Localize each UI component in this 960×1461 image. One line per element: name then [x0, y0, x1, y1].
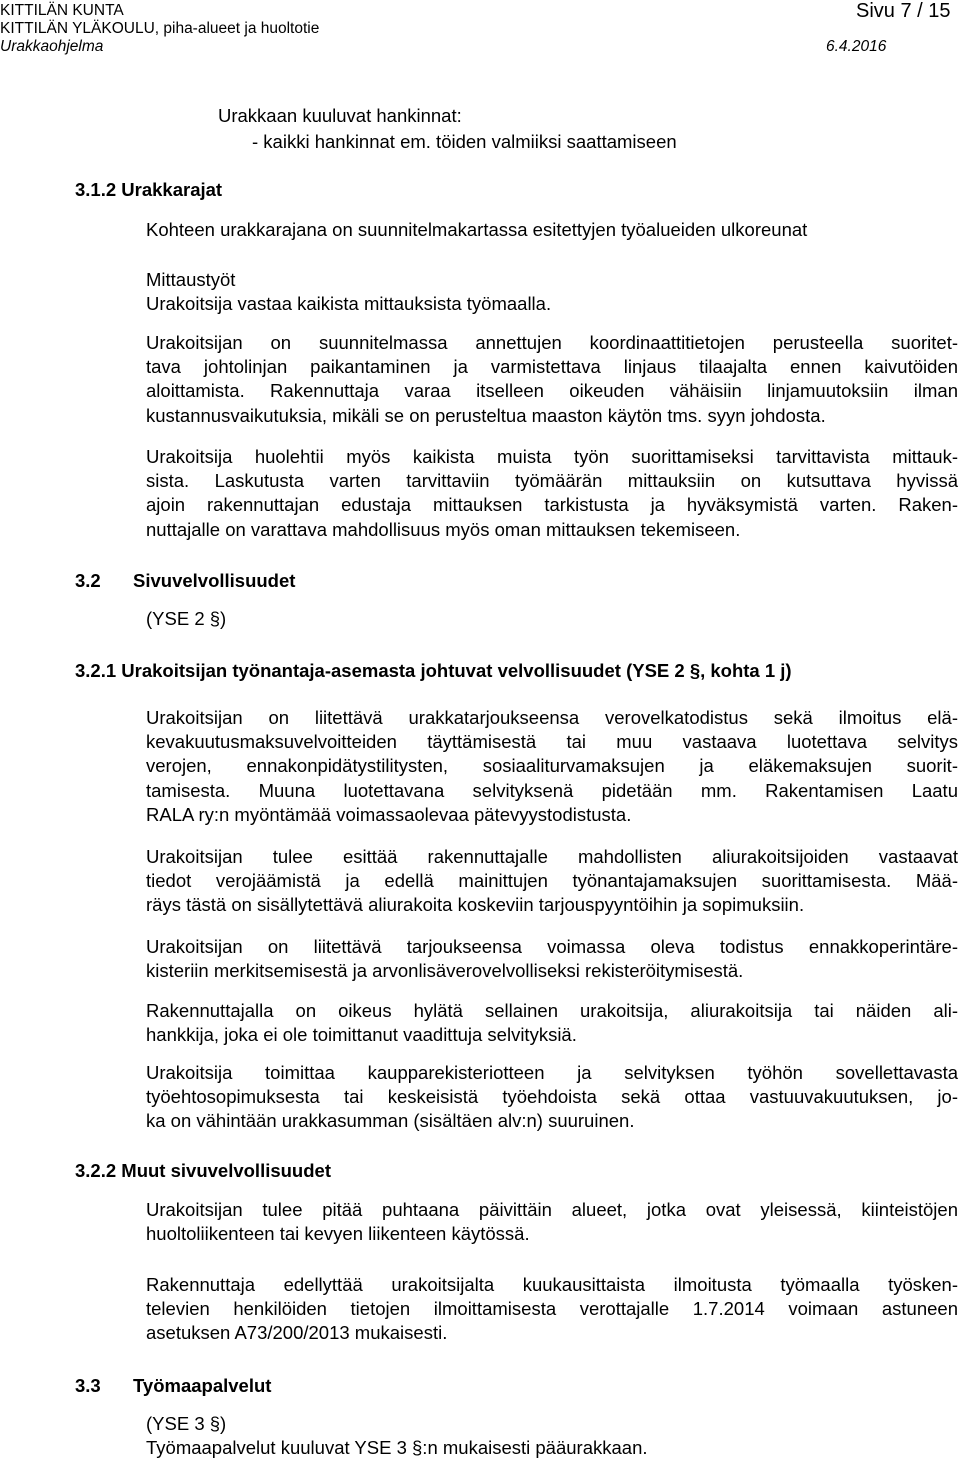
text-line: hankkija, joka ei ole toimittanut vaadittuja selvityksiä.	[146, 1024, 577, 1046]
paragraph	[146, 1273, 958, 1346]
paragraph	[146, 706, 958, 827]
text-line: kisteriin merkitsemisestä ja arvonlisäverovelvolliseksi rekisteröitymisestä.	[146, 960, 744, 982]
subheading-mittaustyot: Mittaustyöt	[146, 269, 236, 290]
text-line: Urakoitsijan tulee pitää puhtaana päivittäin alueet, jotka ovat yleisessä, kiinteistöjen	[146, 1199, 958, 1220]
paragraph	[146, 1198, 958, 1246]
paragraph	[146, 1061, 958, 1134]
paragraph: Urakoitsija vastaa kaikista mittauksista työmaalla.	[146, 293, 552, 314]
text-line: huoltoliikenteen tai kevyen liikenteen käytössä.	[146, 1223, 530, 1245]
text-line: räys tästä on sisällytettävä aliurakoita koskeviin tarjouspyyntöihin ja sopimuksiin.	[146, 894, 805, 916]
text-line: RALA ry:n myöntämää voimassaolevaa pätevyystodistusta.	[146, 803, 632, 825]
text-line: Urakoitsijan on liitettävä tarjoukseensa voimassa oleva todistus ennakkoperintäre-	[146, 936, 958, 957]
text-line: televien henkilöiden tietojen ilmoittamisesta verottajalle 1.7.2014 voimaan astuneen	[146, 1298, 958, 1320]
text-line: tamisesta. Muuna luotettavana selvityksenä pidetään mm. Rakentamisen Laatu	[146, 779, 958, 801]
text-line: sista. Laskutusta varten tarvittaviin työmäärän mittauksiin on kutsuttava hyvissä	[146, 470, 958, 492]
text-line: Rakennuttaja edellyttää urakoitsijalta kuukausittaista ilmoitusta työmaalla työsken-	[146, 1274, 958, 1295]
header-project: KITTILÄN YLÄKOULU, piha-alueet ja huoltotie	[0, 20, 320, 37]
text-line: Rakennuttajalla on oikeus hylätä sellainen urakoitsija, aliurakoitsija tai näiden ali-	[146, 1000, 958, 1021]
text-line: Urakoitsija toimittaa kaupparekisteriotteen ja selvityksen työhön sovellettavasta	[146, 1062, 958, 1083]
paragraph	[146, 999, 958, 1047]
text-line: ka on vähintään urakkasumman (sisältäen alv:n) suuruinen.	[146, 1110, 635, 1132]
text-line: nuttajalle on varattava mahdollisuus myös oman mittauksen tekemiseen.	[146, 518, 741, 540]
paragraph: Työmaapalvelut kuuluvat YSE 3 §:n mukaisesti pääurakkaan.	[146, 1437, 648, 1458]
section-heading-number: 3.3	[75, 1375, 101, 1396]
section-heading-3-2: Sivuvelvollisuudet	[133, 570, 296, 591]
paragraph	[146, 445, 958, 542]
text-line: kevakuutusmaksuvelvoitteiden täyttämisestä tai muu vastaava luotettava selvitys	[146, 731, 958, 753]
paragraph	[146, 935, 958, 983]
paragraph	[146, 331, 958, 428]
text-line: työehtosopimuksesta tai keskeisistä työehdoista sekä ottaa vastuuvakuutuksen, jo-	[146, 1086, 958, 1108]
intro-list-item: - kaikki hankinnat em. töiden valmiiksi saattamiseen	[252, 131, 677, 152]
yse-reference: (YSE 3 §)	[146, 1413, 227, 1434]
section-heading-number: 3.2	[75, 570, 101, 591]
text-line: Urakoitsijan on suunnitelmassa annettujen koordinaattitietojen perusteella suoritet-	[146, 332, 958, 353]
page-number: Sivu 7 / 15	[856, 0, 951, 22]
section-heading-3-2-2: 3.2.2 Muut sivuvelvollisuudet	[75, 1160, 331, 1181]
yse-reference: (YSE 2 §)	[146, 608, 227, 629]
header-doc-type: Urakkaohjelma	[0, 38, 104, 55]
paragraph: Kohteen urakkarajana on suunnitelmakartassa esitettyjen työalueiden ulkoreunat	[146, 219, 808, 240]
intro-title: Urakkaan kuuluvat hankinnat:	[218, 105, 462, 126]
text-line: Urakoitsijan on liitettävä urakkatarjoukseensa verovelkatodistus sekä ilmoitus elä-	[146, 707, 958, 728]
text-line: aloittamista. Rakennuttaja varaa itselleen oikeuden vähäisiin linjamuutoksiin ilman	[146, 380, 958, 402]
text-line: Urakoitsijan tulee esittää rakennuttajalle mahdollisten aliurakoitsijoiden vastaavat	[146, 846, 958, 867]
paragraph	[146, 845, 958, 918]
section-heading-3-3: Työmaapalvelut	[133, 1375, 272, 1396]
header-date: 6.4.2016	[826, 38, 887, 55]
text-line: asetuksen A73/200/2013 mukaisesti.	[146, 1322, 448, 1344]
text-line: ajoin rakennuttajan edustaja mittauksen tarkistusta ja hyväksymistä varten. Raken-	[146, 494, 958, 516]
text-line: tava johtolinjan paikantaminen ja varmistettava linjaus tilaajalta ennen kaivutöiden	[146, 356, 958, 378]
text-line: verojen, ennakonpidätystilitysten, sosiaaliturvamaksujen ja eläkemaksujen suorit-	[146, 755, 958, 777]
text-line: kustannusvaikutuksia, mikäli se on perusteltua maaston käytön tms. syyn johdosta.	[146, 404, 826, 426]
section-heading-3-2-1: 3.2.1 Urakoitsijan työnantaja-asemasta johtuvat velvollisuudet (YSE 2 §, kohta 1 j)	[75, 660, 792, 681]
text-line: Urakoitsija huolehtii myös kaikista muista työn suorittamiseksi tarvittavista mittauk-	[146, 446, 958, 467]
section-heading-3-1-2: 3.1.2 Urakkarajat	[75, 179, 223, 200]
header-org: KITTILÄN KUNTA	[0, 2, 124, 19]
text-line: tiedot verojäämistä ja edellä mainittujen työnantajamaksujen suorittamisesta. Mää-	[146, 870, 958, 892]
